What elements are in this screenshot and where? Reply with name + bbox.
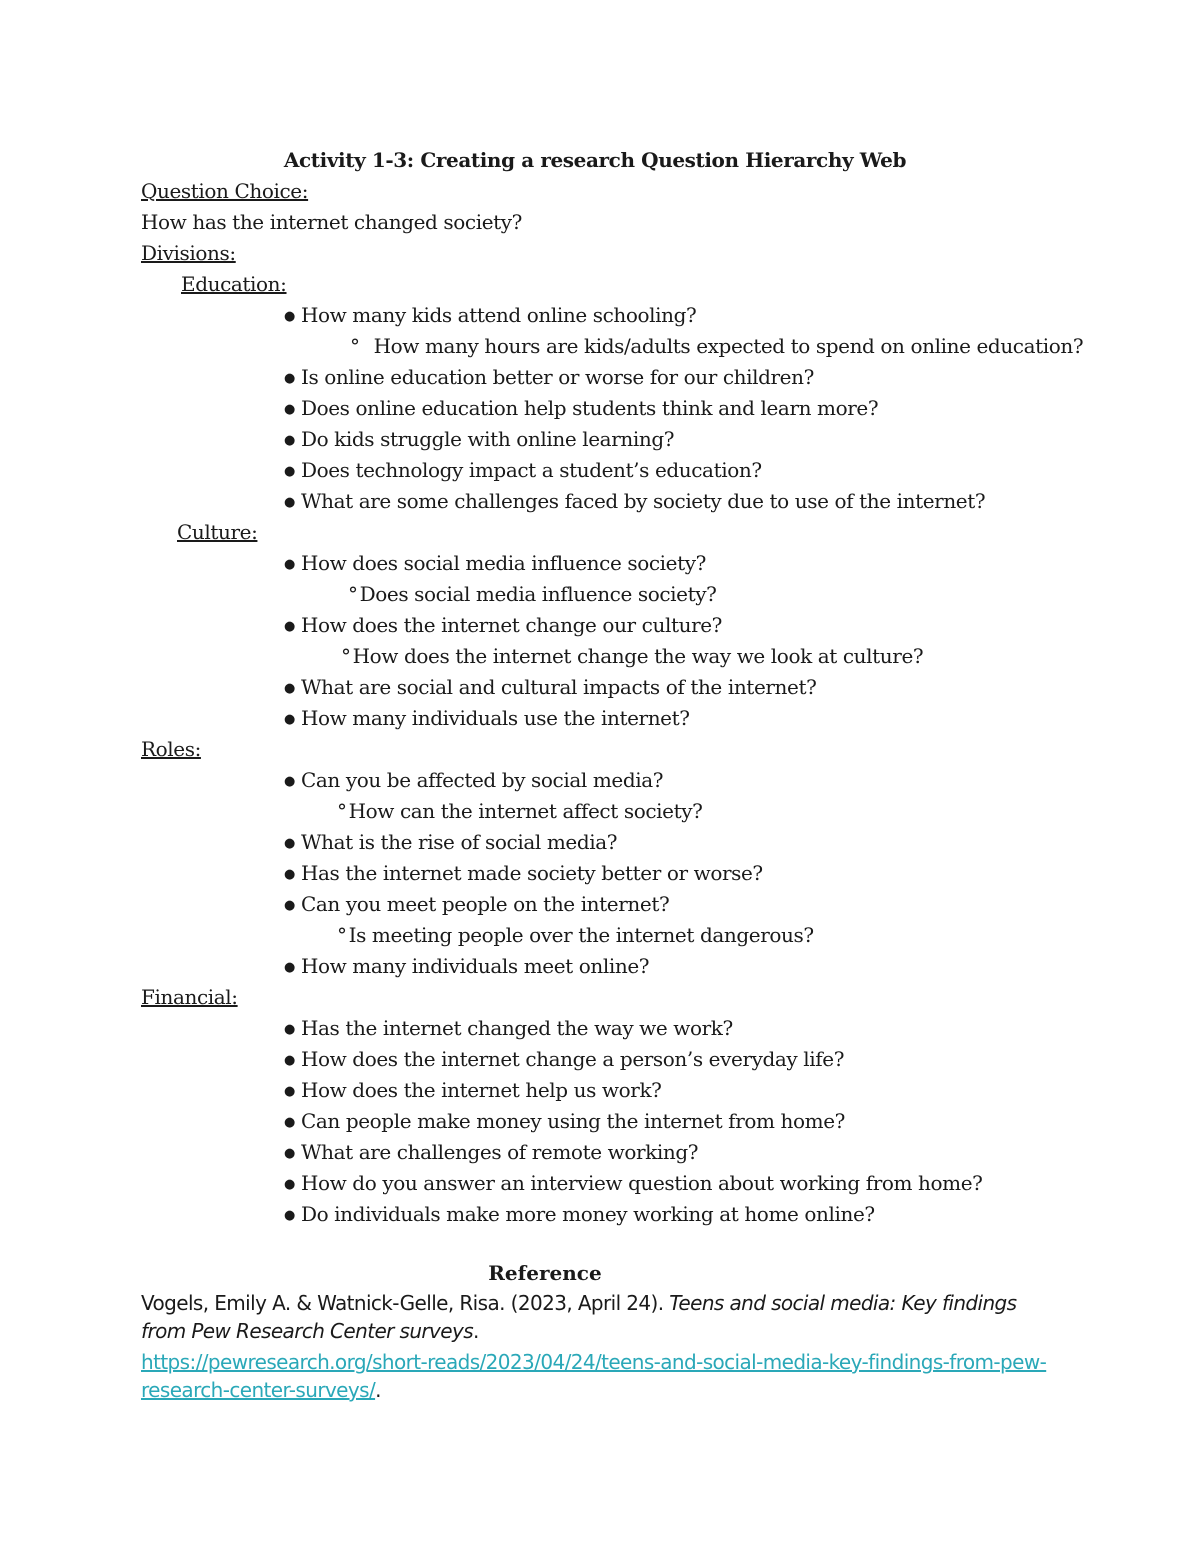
list-item: ● Do individuals make more money working at home online? (284, 1199, 875, 1233)
sub-list-item: ° Is meeting people over the internet dangerous? (337, 920, 814, 951)
list-item: ● Does online education help students think and learn more? (284, 393, 878, 427)
list-item: ● How many kids attend online schooling? (284, 300, 696, 334)
list-item: ● How many individuals use the internet? (284, 703, 690, 737)
education-label: Education: (181, 272, 287, 296)
list-item: ● How does the internet help us work? (284, 1075, 662, 1109)
sub-list-item: ° How can the internet affect society? (337, 796, 702, 827)
list-item: ● How do you answer an interview question about working from home? (284, 1168, 983, 1202)
list-item: ● Can you meet people on the internet? (284, 889, 669, 923)
citation-period: . (473, 1319, 479, 1343)
list-item: ● What is the rise of social media? (284, 827, 617, 861)
reference-url-link[interactable]: https://pewresearch.org/short-reads/2023/04/24/teens-and-social-media-key-findings-from-pew-research-center-surveys/ (141, 1350, 1047, 1402)
sub-list-item: ° How does the internet change the way we look at culture? (341, 641, 923, 672)
sub-list-item: ° How many hours are kids/adults expected to spend on online education? (350, 331, 1083, 362)
financial-label: Financial: (141, 985, 238, 1009)
culture-label: Culture: (177, 520, 258, 544)
list-item: ● Has the internet made society better or worse? (284, 858, 763, 892)
list-item: ● Does technology impact a student’s education? (284, 455, 762, 489)
roles-label: Roles: (141, 737, 201, 761)
citation-work-title: Teens and social media: Key findings from Pew Research Center surveys (141, 1291, 1017, 1343)
list-item: ● How does social media influence society? (284, 548, 706, 582)
reference-link-line (141, 1348, 1061, 1404)
list-item: ● Can you be affected by social media? (284, 765, 663, 799)
main-question: How has the internet changed society? (141, 210, 523, 234)
divisions-label: Divisions: (141, 241, 236, 265)
url-trailing-period: . (375, 1378, 381, 1402)
list-item: ● Is online education better or worse for our children? (284, 362, 814, 396)
list-item: ● How many individuals meet online? (284, 951, 649, 985)
reference-citation (141, 1289, 1061, 1345)
list-item: ● Do kids struggle with online learning? (284, 424, 674, 458)
reference-heading: Reference (488, 1261, 602, 1285)
page-title: Activity 1-3: Creating a research Question Hierarchy Web (283, 148, 907, 172)
list-item: ● How does the internet change a person’s everyday life? (284, 1044, 844, 1078)
list-item: ● What are social and cultural impacts of the internet? (284, 672, 816, 706)
citation-authors: Vogels, Emily A. & Watnick-Gelle, Risa. (2023, April 24). (141, 1291, 670, 1315)
list-item: ● What are challenges of remote working? (284, 1137, 698, 1171)
list-item: ● Can people make money using the internet from home? (284, 1106, 845, 1140)
question-choice-label: Question Choice: (141, 179, 309, 203)
list-item: ● How does the internet change our culture? (284, 610, 722, 644)
sub-list-item: ° Does social media influence society? (348, 579, 716, 610)
list-item: ● Has the internet changed the way we work? (284, 1013, 733, 1047)
list-item: ● What are some challenges faced by society due to use of the internet? (284, 486, 985, 520)
